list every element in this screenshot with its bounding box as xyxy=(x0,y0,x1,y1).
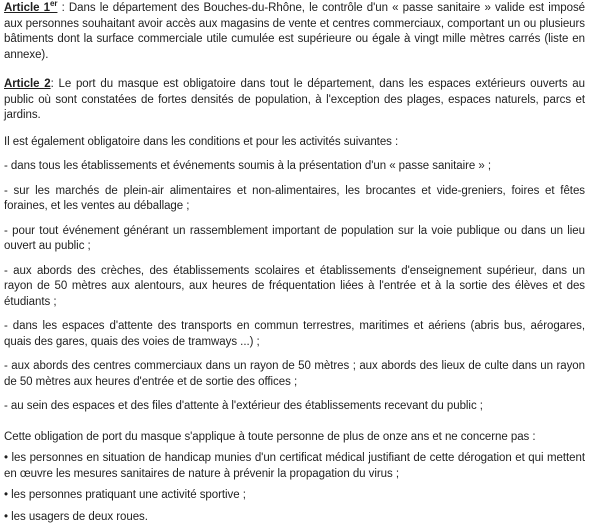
exemption-item: • les usagers de deux roues. xyxy=(4,510,148,523)
article-2-text: : Le port du masque est obligatoire dans tout le département, dans les espaces extérieurs ouverts au public où sont constatées de fortes densités de population, à l'exception des plages, espaces naturels, parcs et jardins. xyxy=(4,78,586,121)
article-1-text: : Dans le département des Bouches-du-Rhône, le contrôle d'un « passe sanitaire » valide est imposé aux personnes souhaitant avoir accès aux magasins de vente et centres commerciaux, comportant un ou plusieurs bâtiments dont la surface commerciale utile cumulée est supérieure ou égale à vingt mille mètres carrés (liste en annexe). xyxy=(4,2,586,61)
exemptions-intro: Cette obligation de port du masque s'applique à toute personne de plus de onze ans et ne concerne pas : xyxy=(4,430,536,443)
exemption-item: • les personnes pratiquant une activité sportive ; xyxy=(4,489,246,501)
exemption-item: • les personnes en situation de handicap munies d'un certificat médical justifiant de cette dérogation et qui mettent en œuvre les mesures sanitaires de nature à prévenir la propagation du virus ; xyxy=(4,452,585,480)
list-item: - dans tous les établissements et événements soumis à la présentation d'un « passe sanitaire » ; xyxy=(4,160,492,172)
list-item: - aux abords des crèches, des établissements scolaires et établissements d'enseignement supérieur, dans un rayon de 50 mètres aux alentours, aux heures de fréquentation liées à l'entrée et à la sortie des élèves et des étudiants ; xyxy=(4,264,585,308)
article-2-heading: Article 2 xyxy=(4,78,51,90)
list-item: - dans les espaces d'attente des transports en commun terrestres, maritimes et aériens (abris bus, aérogares, quais des gares, quais des voies de tramways ...) ; xyxy=(4,320,585,348)
article-1-paragraph xyxy=(4,0,585,63)
list-item: - aux abords des centres commerciaux dans un rayon de 50 mètres ; aux abords des lieux de culte dans un rayon de 50 mètres aux heures d'entrée et de sortie des offices ; xyxy=(4,360,585,388)
list-item: - sur les marchés de plein-air alimentaires et non-alimentaires, les brocantes et vide-greniers, foires et fêtes foraines, et les ventes au déballage ; xyxy=(4,184,585,212)
article-2-paragraph xyxy=(4,77,585,124)
article-1-heading: Article 1er xyxy=(4,0,58,14)
list-item: - pour tout événement générant un rassemblement important de population sur la voie publique ou dans un lieu ouvert au public ; xyxy=(4,224,585,252)
list-item: - au sein des espaces et des files d'attente à l'extérieur des établissements recevant du public ; xyxy=(4,400,483,412)
activities-intro: Il est également obligatoire dans les conditions et pour les activités suivantes : xyxy=(4,135,399,148)
article-1-ordinal: er xyxy=(49,0,58,9)
